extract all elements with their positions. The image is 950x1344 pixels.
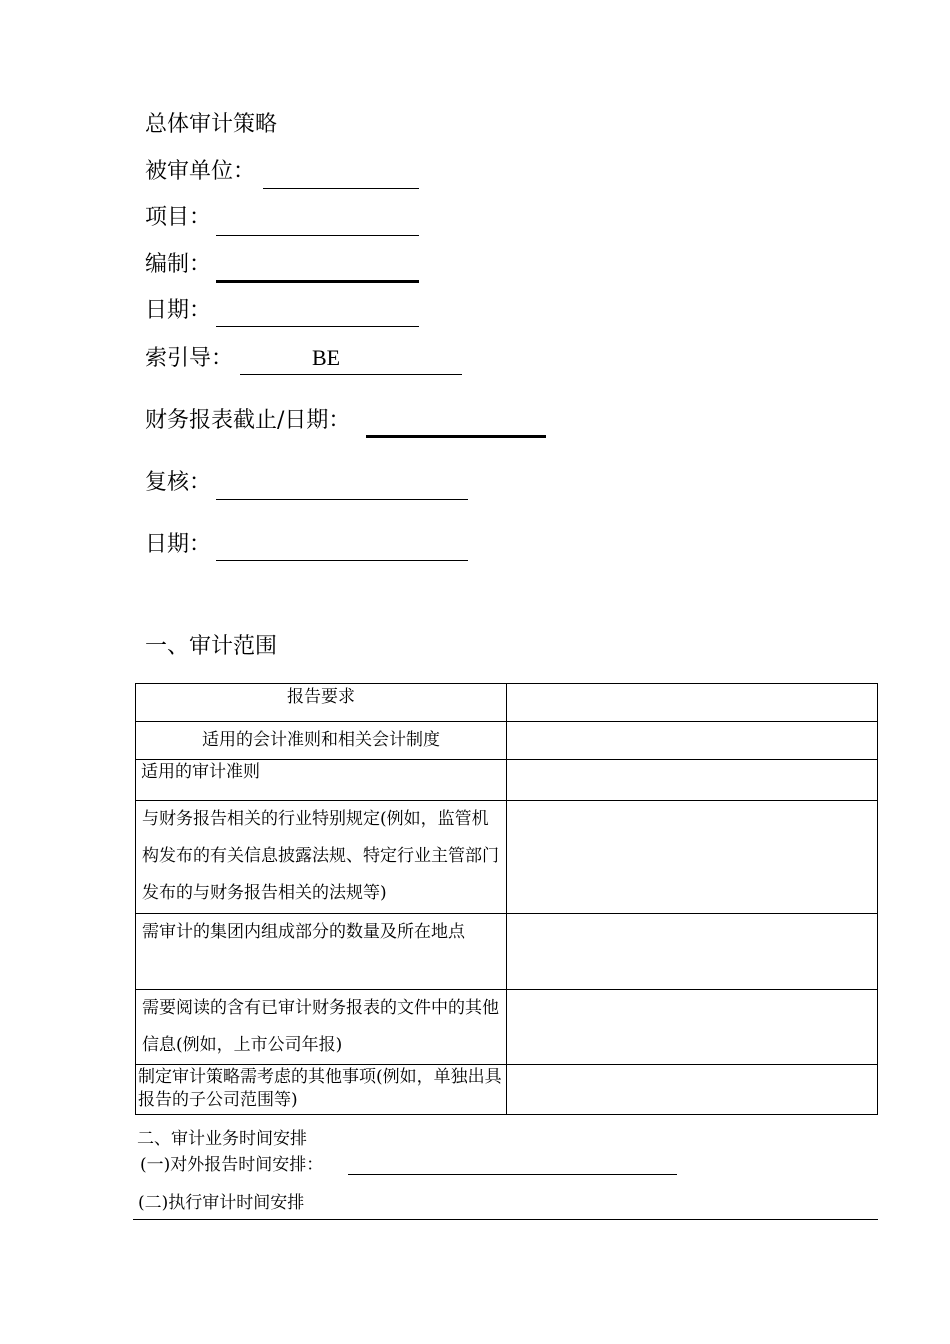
row-label-report-requirements: 报告要求 — [136, 684, 507, 722]
field-input-reviewed-by[interactable] — [216, 471, 468, 500]
table-row — [136, 684, 878, 722]
field-label-date-1: 日期： — [145, 298, 212, 323]
row-value-other-information[interactable] — [507, 990, 878, 1065]
section-title-audit-scope: 一、审计范围 — [145, 634, 278, 659]
row-value-group-components[interactable] — [507, 914, 878, 990]
row-value-auditing-standards[interactable] — [507, 760, 878, 801]
field-input-external-reporting-schedule[interactable] — [348, 1150, 677, 1175]
table-row — [136, 990, 878, 1065]
field-input-date-1[interactable] — [216, 298, 419, 327]
field-input-project[interactable] — [216, 207, 419, 236]
document-title: 总体审计策略 — [145, 112, 278, 137]
field-label-date-2: 日期： — [145, 532, 212, 557]
audit-scope-table — [135, 683, 878, 1115]
row-label-industry-regulations: 与财务报告相关的行业特别规定(例如，监管机构发布的有关信息披露法规、特定行业主管部门发布的与财务报告相关的法规等) — [136, 801, 507, 914]
row-label-accounting-standards: 适用的会计准则和相关会计制度 — [136, 722, 507, 760]
field-label-reviewed-by: 复核： — [145, 470, 212, 495]
row-label-group-components: 需审计的集团内组成部分的数量及所在地点 — [136, 914, 507, 990]
field-input-fs-cutoff-date[interactable] — [366, 408, 546, 438]
divider-line — [133, 1219, 878, 1220]
table-row — [136, 914, 878, 990]
row-label-other-matters: 制定审计策略需考虑的其他事项(例如，单独出具报告的子公司范围等) — [136, 1065, 507, 1115]
field-label-prepared-by: 编制： — [145, 252, 212, 277]
field-input-prepared-by[interactable] — [216, 252, 419, 283]
field-label-project: 项目： — [145, 205, 212, 230]
subsection-title-audit-execution-schedule: (二)执行审计时间安排 — [138, 1193, 305, 1213]
field-value-index: BE — [311, 345, 341, 370]
row-value-accounting-standards[interactable] — [507, 722, 878, 760]
table-row — [136, 801, 878, 914]
table-row — [136, 722, 878, 760]
row-value-report-requirements[interactable] — [507, 684, 878, 722]
row-value-industry-regulations[interactable] — [507, 801, 878, 914]
table-row — [136, 1065, 878, 1115]
table-row — [136, 760, 878, 801]
row-label-auditing-standards: 适用的审计准则 — [136, 760, 507, 801]
field-label-index: 索引导： — [145, 346, 234, 371]
field-label-fs-cutoff-date: 财务报表截止/日期： — [145, 408, 351, 433]
row-value-other-matters[interactable] — [507, 1065, 878, 1115]
field-input-audited-entity[interactable] — [263, 160, 419, 189]
field-label-external-reporting-schedule: (一)对外报告时间安排： — [140, 1155, 324, 1175]
row-label-other-information: 需要阅读的含有已审计财务报表的文件中的其他信息(例如，上市公司年报) — [136, 990, 507, 1065]
field-input-date-2[interactable] — [216, 532, 468, 561]
field-label-audited-entity: 被审单位： — [145, 159, 256, 184]
section-title-schedule: 二、审计业务时间安排 — [137, 1129, 307, 1149]
